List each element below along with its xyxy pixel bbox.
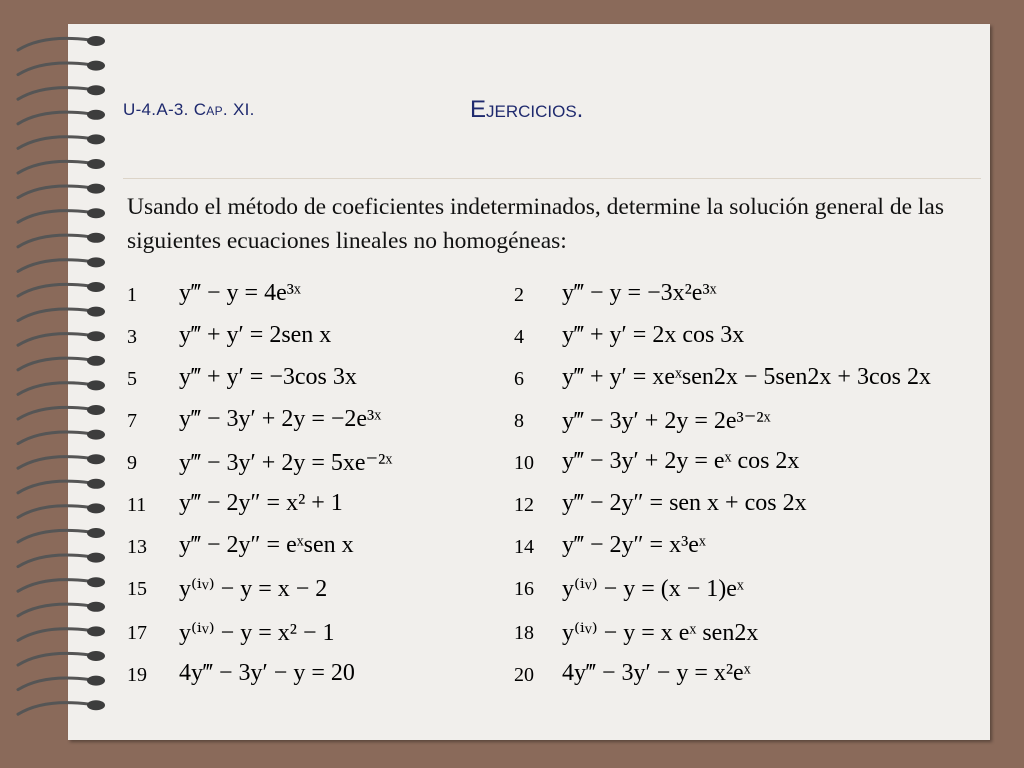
exercise-number: 12 [514, 494, 534, 516]
header-divider [123, 178, 981, 179]
exercise-number: 9 [127, 452, 137, 474]
spiral-ring [18, 651, 105, 665]
exercise-number: 13 [127, 536, 147, 558]
exercise-equation: y‴ − 3y′ + 2y = 5xe⁻²ˣ [179, 450, 393, 476]
spiral-ring [18, 430, 105, 444]
spiral-ring [18, 626, 105, 640]
spiral-ring [18, 602, 105, 616]
exercise-number: 3 [127, 326, 137, 348]
spiral-ring [18, 528, 105, 542]
spiral-ring [18, 36, 105, 50]
exercise-number: 4 [514, 326, 524, 348]
exercise-equation: y‴ − 2y″ = x³eˣ [562, 532, 706, 558]
exercise-number: 11 [127, 494, 147, 516]
exercise-number: 15 [127, 578, 147, 600]
exercise-number: 7 [127, 410, 137, 432]
spiral-ring [18, 454, 105, 468]
spiral-ring [18, 159, 105, 173]
exercise-equation: y‴ − 2y″ = sen x + cos 2x [562, 490, 807, 516]
exercise-number: 18 [514, 622, 534, 644]
exercise-equation: y‴ − 3y′ + 2y = −2e³ˣ [179, 406, 382, 432]
exercise-equation: y‴ − 2y″ = x² + 1 [179, 490, 343, 516]
exercise-number: 8 [514, 410, 524, 432]
spiral-ring [18, 676, 105, 690]
exercise-equation: y‴ − 3y′ + 2y = 2e³⁻²ˣ [562, 408, 771, 434]
exercise-number: 2 [514, 284, 524, 306]
exercise-number: 5 [127, 368, 137, 390]
spiral-ring [18, 503, 105, 517]
exercise-equation: y‴ + y′ = xeˣsen2x − 5sen2x + 3cos 2x [562, 364, 931, 390]
exercise-equation: y‴ + y′ = −3cos 3x [179, 364, 357, 390]
spiral-ring [18, 257, 105, 271]
spiral-ring [18, 134, 105, 148]
spiral-ring [18, 233, 105, 247]
exercise-number: 6 [514, 368, 524, 390]
exercise-number: 1 [127, 284, 137, 306]
exercise-equation: y‴ − y = −3x²e³ˣ [562, 280, 717, 306]
exercise-number: 16 [514, 578, 534, 600]
spiral-ring [18, 553, 105, 567]
spiral-ring [18, 331, 105, 345]
spiral-ring [18, 307, 105, 321]
spiral-ring [18, 479, 105, 493]
exercise-equation: 4y‴ − 3y′ − y = x²eˣ [562, 660, 751, 686]
slide-header [0, 96, 1024, 126]
spiral-ring [18, 380, 105, 394]
spiral-ring [18, 405, 105, 419]
exercise-equation: y⁽ⁱᵛ⁾ − y = x eˣ sen2x [562, 620, 759, 646]
page-title: Ejercicios. [470, 96, 584, 123]
exercise-equation: y⁽ⁱᵛ⁾ − y = x² − 1 [179, 620, 335, 646]
exercise-equation: y‴ − 2y″ = eˣsen x [179, 532, 354, 558]
exercise-equation: y⁽ⁱᵛ⁾ − y = (x − 1)eˣ [562, 576, 744, 602]
unit-code: U-4.A-3. Cap. XI. [123, 100, 255, 119]
exercise-equation: y‴ + y′ = 2x cos 3x [562, 322, 745, 348]
instructions-text: Usando el método de coeficientes indeterminados, determine la solución general de las siguientes ecuaciones lineales no homogéneas: [127, 194, 944, 254]
exercise-number: 19 [127, 664, 147, 686]
spiral-ring [18, 184, 105, 198]
exercise-number: 17 [127, 622, 147, 644]
spiral-ring [18, 356, 105, 370]
exercise-number: 20 [514, 664, 534, 686]
exercise-equation: y⁽ⁱᵛ⁾ − y = x − 2 [179, 576, 328, 602]
spiral-ring [18, 208, 105, 222]
spiral-ring [18, 282, 105, 296]
spiral-ring [18, 577, 105, 591]
exercise-equation: 4y‴ − 3y′ − y = 20 [179, 660, 355, 686]
exercise-equation: y‴ + y′ = 2sen x [179, 322, 332, 348]
exercise-number: 10 [514, 452, 534, 474]
spiral-ring [18, 61, 105, 75]
exercise-number: 14 [514, 536, 534, 558]
spiral-binding [4, 28, 112, 728]
spiral-ring [18, 700, 105, 714]
exercise-equation: y‴ − 3y′ + 2y = eˣ cos 2x [562, 448, 800, 474]
exercise-equation: y‴ − y = 4e³ˣ [179, 280, 301, 306]
